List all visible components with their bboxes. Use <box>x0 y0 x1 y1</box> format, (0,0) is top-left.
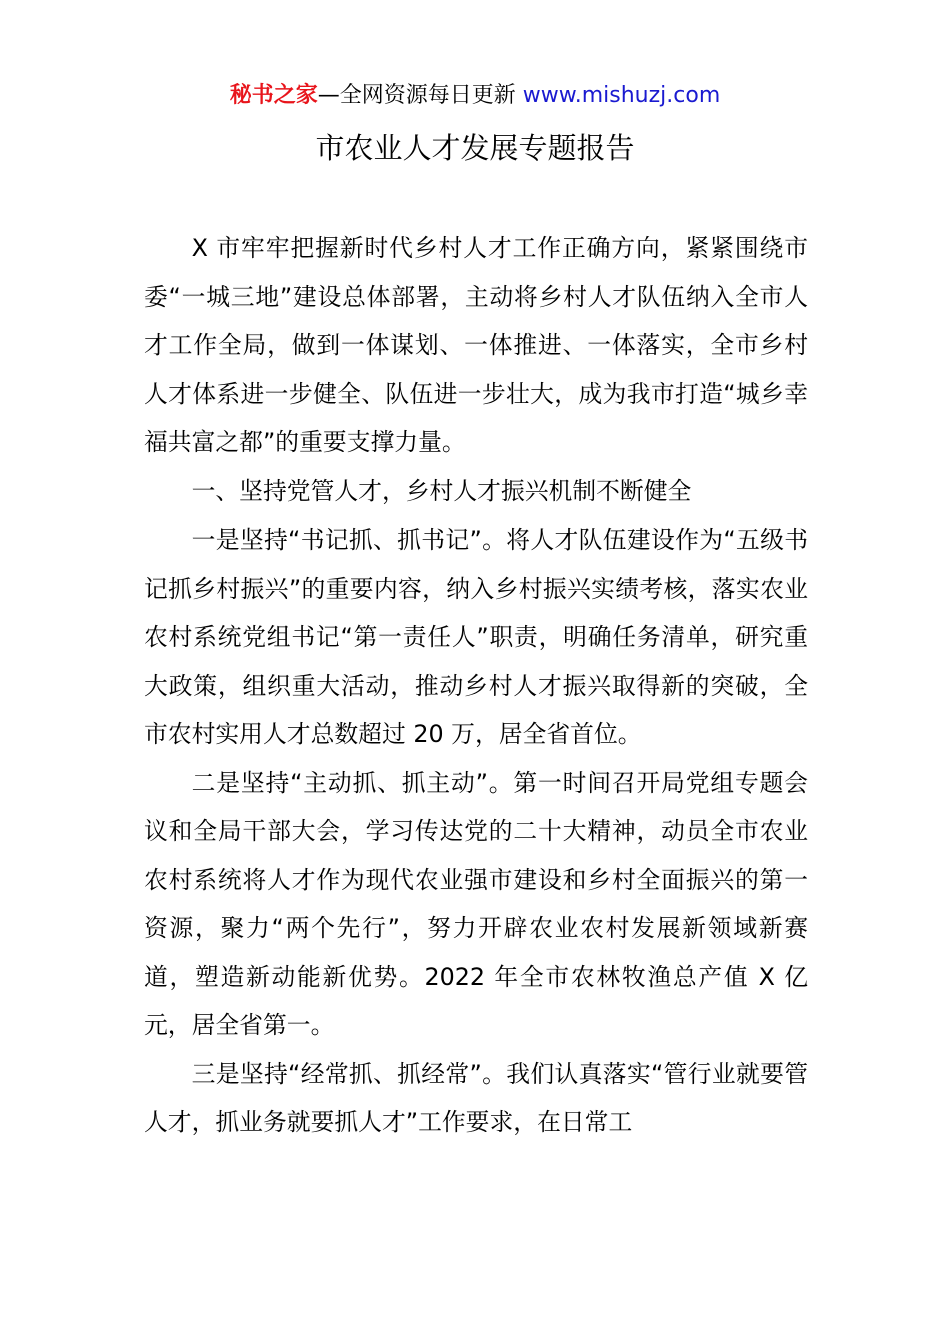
site-url-link[interactable]: www.mishuzj.com <box>522 83 721 108</box>
document-title: 市农业人才发展专题报告 <box>315 131 635 165</box>
paragraph-point-1: 一是坚持“书记抓、抓书记”。将人才队伍建设作为“五级书记抓乡村振兴”的重要内容，纳入乡村振兴实绩考核，落实农业农村系统党组书记“第一责任人”职责，明确任务清单，研究重大政策，组织重大活动，推动乡村人才振兴取得新的突破，全市农村实用人才总数超过 20 万，居全省首位。 <box>144 526 808 748</box>
document-body <box>144 224 808 1147</box>
paragraph-point-3: 三是坚持“经常抓、抓经常”。我们认真落实“管行业就要管人才，抓业务就要抓人才”工作要求，在日常工 <box>144 1059 808 1136</box>
brand-name: 秘书之家 <box>229 83 318 108</box>
site-slogan: —全网资源每日更新 <box>317 83 523 108</box>
section-heading-1: 一、坚持党管人才，乡村人才振兴机制不断健全 <box>191 476 692 505</box>
paragraph-intro: X 市牢牢把握新时代乡村人才工作正确方向，紧紧围绕市委“一城三地”建设总体部署，主动将乡村人才队伍纳入全市人才工作全局，做到一体谋划、一体推进、一体落实，全市乡村人才体系进一步健全、队伍进一步壮大，成为我市打造“城乡幸福共富之都”的重要支撑力量。 <box>144 234 808 456</box>
paragraph-point-2: 二是坚持“主动抓、抓主动”。第一时间召开局党组专题会议和全局干部大会，学习传达党的二十大精神，动员全市农业农村系统将人才作为现代农业强市建设和乡村全面振兴的第一资源，聚力“两个先行”，努力开辟农业农村发展新领域新赛道，塑造新动能新优势。2022 年全市农林牧渔总产值 X 亿元，居全省第一。 <box>144 768 808 1039</box>
site-header <box>0 80 950 112</box>
